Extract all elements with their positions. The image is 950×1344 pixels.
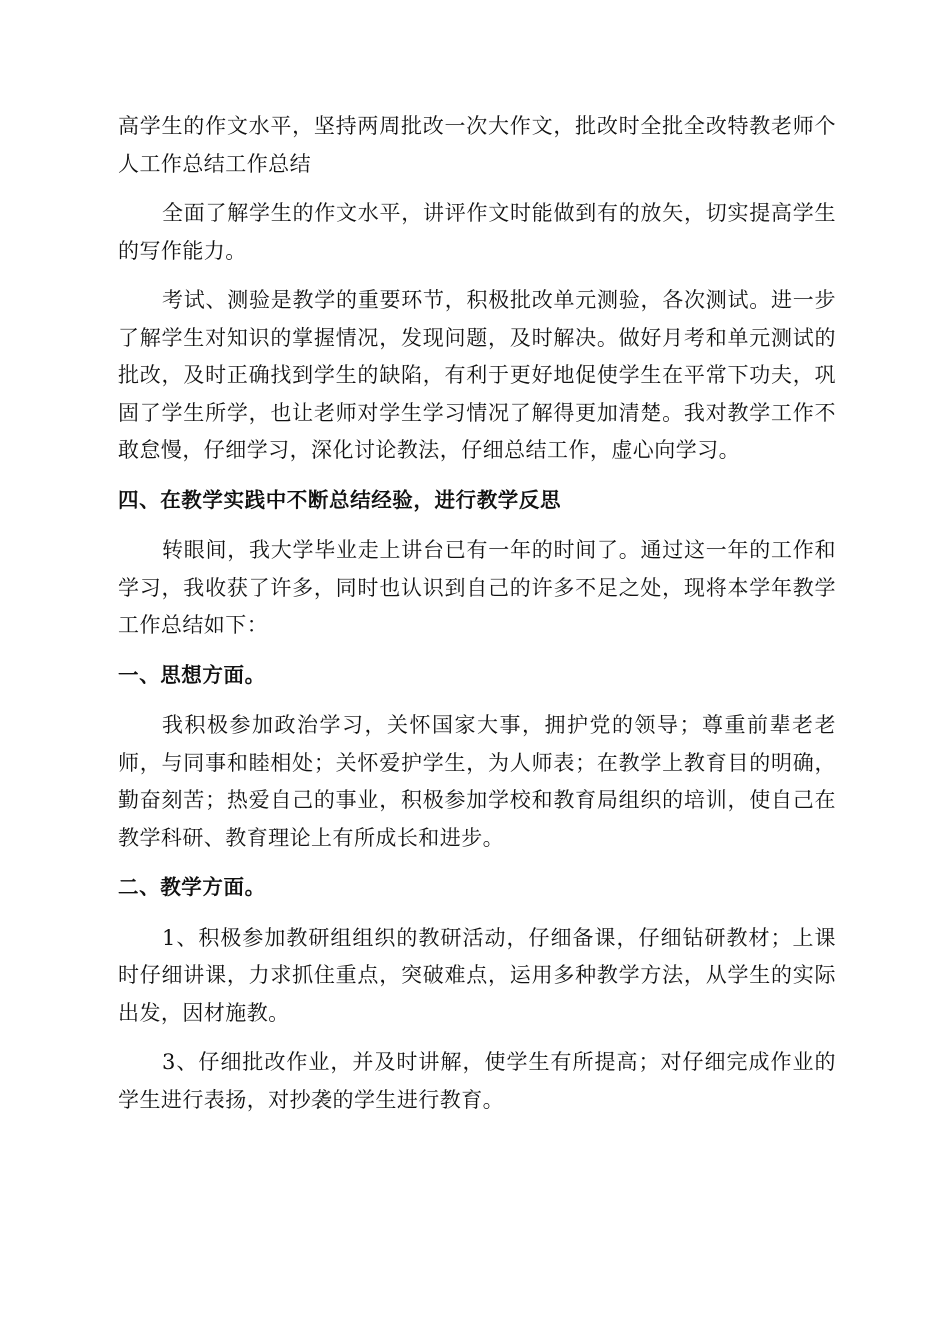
section-heading-teaching: 二、教学方面。 bbox=[118, 875, 266, 899]
body-paragraph: 3、仔细批改作业，并及时讲解，使学生有所提高；对仔细完成作业的学生进行表扬，对抄袭的学生进行教育。 bbox=[118, 1050, 836, 1112]
body-paragraph: 考试、测验是教学的重要环节，积极批改单元测验，各次测试。进一步了解学生对知识的掌握情况，发现问题，及时解决。做好月考和单元测试的批改，及时正确找到学生的缺陷，有利于更好地促使学生在平常下功夫，巩固了学生所学，也让老师对学生学习情况了解得更加清楚。我对教学工作不敢怠慢，仔细学习，深化讨论教法，仔细总结工作，虚心向学习。 bbox=[118, 288, 836, 462]
body-paragraph: 我积极参加政治学习，关怀国家大事，拥护党的领导；尊重前辈老老师，与同事和睦相处；关怀爱护学生，为人师表；在教学上教育目的明确，勤奋刻苦；热爱自己的事业，积极参加学校和教育局组织的培训，使自己在教学科研、教育理论上有所成长和进步。 bbox=[118, 713, 836, 850]
body-paragraph: 1、积极参加教研组组织的教研活动，仔细备课，仔细钻研教材；上课时仔细讲课，力求抓住重点，突破难点，运用多种教学方法，从学生的实际出发，因材施教。 bbox=[118, 925, 836, 1025]
body-paragraph: 高学生的作文水平，坚持两周批改一次大作文，批改时全批全改特教老师个人工作总结工作总结 bbox=[118, 114, 836, 176]
body-paragraph: 全面了解学生的作文水平，讲评作文时能做到有的放矢，切实提高学生的写作能力。 bbox=[118, 201, 836, 263]
body-paragraph: 转眼间，我大学毕业走上讲台已有一年的时间了。通过这一年的工作和学习，我收获了许多，同时也认识到自己的许多不足之处，现将本学年教学工作总结如下： bbox=[118, 538, 836, 637]
section-heading-reflection: 四、在教学实践中不断总结经验，进行教学反思 bbox=[118, 487, 562, 512]
section-heading-ideology: 一、思想方面。 bbox=[118, 662, 266, 687]
document-body bbox=[118, 108, 836, 1131]
